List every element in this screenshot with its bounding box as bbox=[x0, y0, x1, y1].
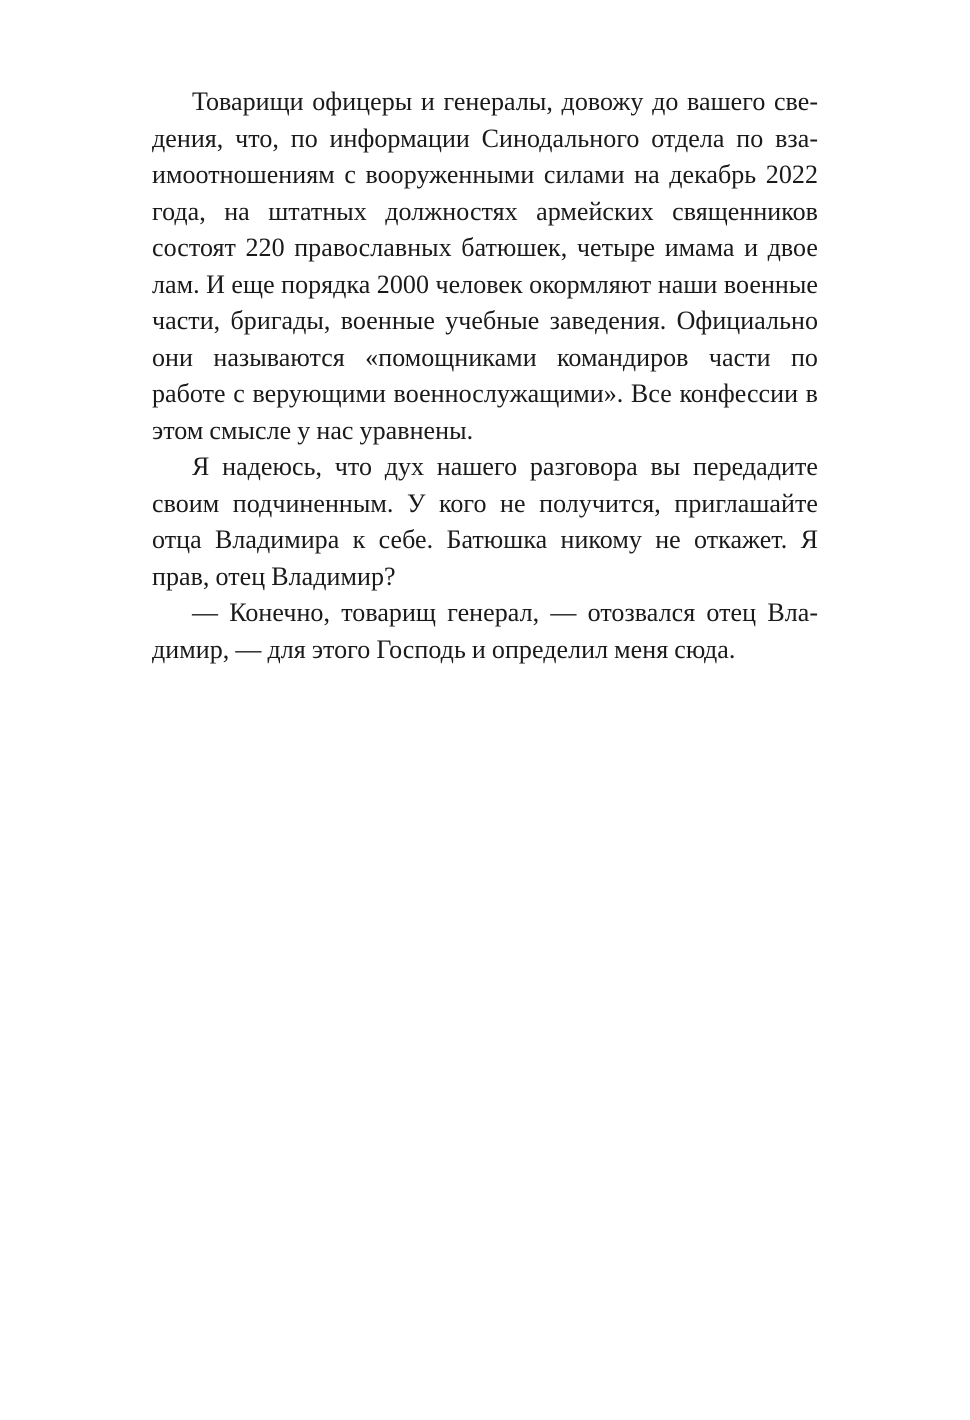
paragraph-2: Я надеюсь, что дух нашего разговора вы передадите своим подчиненным. У кого не получится, приглашайте отца Владимира к себе. Батюшка никому не откажет. Я прав, отец Владимир? bbox=[152, 452, 818, 591]
paragraph-1: Товарищи офицеры и генералы, довожу до вашего сведения, что, по информации Синодального отдела по взаимоотношениям с вооруженными силами на декабрь 2022 года, на штатных должностях армейских священников состоят 220 православных батюшек, четыре имама и двое лам. И еще порядка 2000 человек окормляют наши военные части, бригады, военные учебные заведения. Официально они называются «помощниками командиров части по работе с верующими военнослужащими». Все конфессии в этом смысле у нас уравнены. bbox=[152, 87, 818, 445]
body-text-block bbox=[152, 84, 818, 668]
paragraph-3: — Конечно, товарищ генерал, — отозвался отец Владимир, — для этого Господь и определил меня сюда. bbox=[152, 598, 818, 664]
